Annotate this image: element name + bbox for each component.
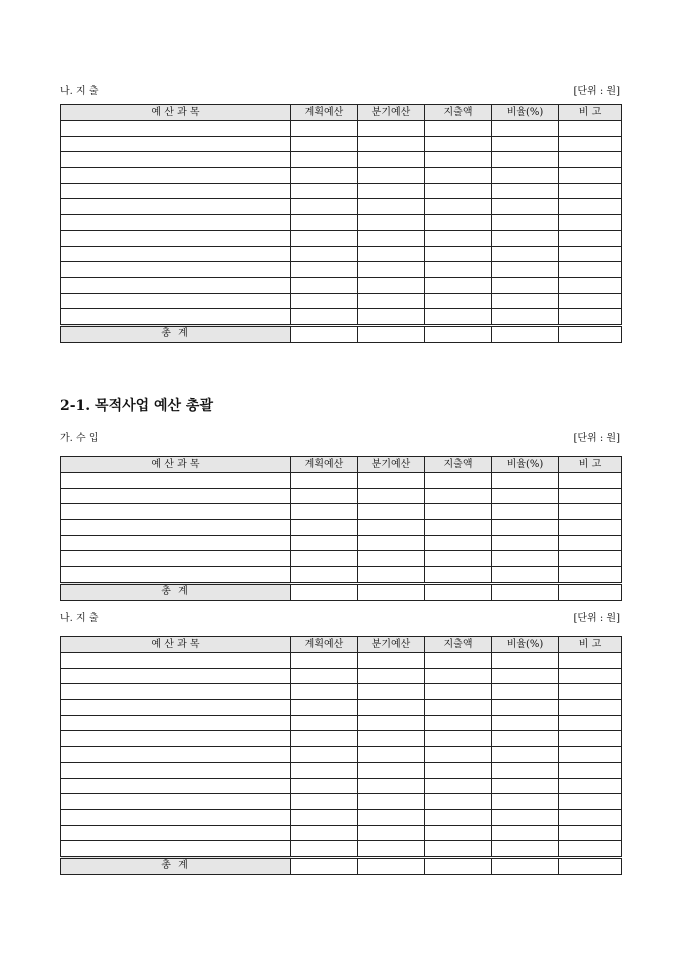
total-label: 총 계 [61, 583, 291, 600]
table-cell[interactable] [358, 794, 425, 810]
table-cell[interactable] [425, 520, 492, 536]
table-cell[interactable] [492, 152, 559, 168]
table-cell[interactable] [358, 199, 425, 215]
column-header: 비율(%) [492, 105, 559, 121]
column-header: 예 산 과 목 [61, 105, 291, 121]
table-cell[interactable] [358, 668, 425, 684]
table-cell[interactable] [291, 277, 358, 293]
table-cell[interactable] [291, 794, 358, 810]
table-cell[interactable] [61, 136, 291, 152]
table-cell[interactable] [492, 183, 559, 199]
table-row [61, 488, 622, 504]
table-cell[interactable] [492, 794, 559, 810]
table-cell[interactable] [358, 325, 425, 342]
table-row [61, 809, 622, 825]
table-cell[interactable] [61, 762, 291, 778]
table-row [61, 747, 622, 763]
table-cell[interactable] [61, 152, 291, 168]
table-cell[interactable] [61, 535, 291, 551]
table-cell[interactable] [358, 168, 425, 184]
table-cell[interactable] [492, 246, 559, 262]
table-cell[interactable] [425, 488, 492, 504]
table-cell[interactable] [492, 309, 559, 326]
table-row [61, 277, 622, 293]
table-cell[interactable] [559, 293, 622, 309]
table-row [61, 762, 622, 778]
unit-label: [단위 : 원] [573, 86, 620, 97]
column-header: 예 산 과 목 [61, 457, 291, 473]
table-cell[interactable] [425, 293, 492, 309]
table-cell[interactable] [61, 277, 291, 293]
unit-label: [단위 : 원] [573, 613, 620, 624]
total-row [61, 325, 622, 342]
table-cell[interactable] [425, 168, 492, 184]
table-cell[interactable] [291, 653, 358, 669]
table-cell[interactable] [425, 325, 492, 342]
table-cell[interactable] [61, 731, 291, 747]
table-cell[interactable] [61, 168, 291, 184]
table-cell[interactable] [291, 809, 358, 825]
table-cell[interactable] [425, 668, 492, 684]
table-cell[interactable] [492, 778, 559, 794]
expenditure-table [60, 104, 622, 343]
table-cell[interactable] [425, 230, 492, 246]
table-cell[interactable] [559, 168, 622, 184]
table-cell[interactable] [61, 567, 291, 584]
table-cell[interactable] [291, 684, 358, 700]
table-cell[interactable] [61, 794, 291, 810]
table-cell[interactable] [559, 551, 622, 567]
table-cell[interactable] [358, 841, 425, 858]
table-cell[interactable] [492, 668, 559, 684]
table-cell[interactable] [492, 762, 559, 778]
table-cell[interactable] [358, 504, 425, 520]
table-cell[interactable] [559, 262, 622, 278]
table-cell[interactable] [358, 262, 425, 278]
table-cell[interactable] [425, 567, 492, 584]
column-header: 지출액 [425, 105, 492, 121]
table-cell[interactable] [492, 121, 559, 137]
table-row [61, 293, 622, 309]
table-cell[interactable] [291, 488, 358, 504]
column-header: 비율(%) [492, 457, 559, 473]
table-cell[interactable] [61, 747, 291, 763]
table-cell[interactable] [61, 809, 291, 825]
table-cell[interactable] [559, 841, 622, 858]
table-cell[interactable] [61, 293, 291, 309]
table-cell[interactable] [61, 700, 291, 716]
table-cell[interactable] [559, 504, 622, 520]
table-cell[interactable] [358, 121, 425, 137]
table-cell[interactable] [559, 121, 622, 137]
table-cell[interactable] [425, 653, 492, 669]
table-cell[interactable] [559, 668, 622, 684]
table-cell[interactable] [559, 684, 622, 700]
total-label: 총 계 [61, 857, 291, 874]
table-cell[interactable] [358, 551, 425, 567]
table-cell[interactable] [559, 583, 622, 600]
table-row [61, 668, 622, 684]
table-cell[interactable] [425, 583, 492, 600]
table-cell[interactable] [559, 325, 622, 342]
table-cell[interactable] [559, 567, 622, 584]
table-cell[interactable] [358, 762, 425, 778]
page-heading: 2-1. 목적사업 예산 총괄 [60, 398, 213, 414]
table-cell[interactable] [425, 535, 492, 551]
table-cell[interactable] [291, 215, 358, 231]
table-cell[interactable] [425, 857, 492, 874]
table-cell[interactable] [425, 215, 492, 231]
table-cell[interactable] [492, 551, 559, 567]
table-row [61, 152, 622, 168]
table-cell[interactable] [61, 230, 291, 246]
table-cell[interactable] [291, 262, 358, 278]
table-cell[interactable] [559, 747, 622, 763]
table-cell[interactable] [425, 262, 492, 278]
section-label: 나. 지 출 [60, 86, 99, 97]
table-cell[interactable] [492, 168, 559, 184]
table-cell[interactable] [559, 857, 622, 874]
table-cell[interactable] [291, 309, 358, 326]
table-cell[interactable] [291, 520, 358, 536]
table-cell[interactable] [291, 136, 358, 152]
table-cell[interactable] [291, 246, 358, 262]
table-cell[interactable] [559, 653, 622, 669]
table-cell[interactable] [291, 583, 358, 600]
table-cell[interactable] [358, 747, 425, 763]
table-cell[interactable] [291, 230, 358, 246]
table-cell[interactable] [61, 215, 291, 231]
table-cell[interactable] [492, 473, 559, 489]
table-cell[interactable] [291, 325, 358, 342]
column-header: 비 고 [559, 637, 622, 653]
table-cell[interactable] [492, 653, 559, 669]
table-cell[interactable] [291, 293, 358, 309]
table-cell[interactable] [358, 293, 425, 309]
table-cell[interactable] [559, 183, 622, 199]
table-cell[interactable] [358, 309, 425, 326]
table-cell[interactable] [425, 794, 492, 810]
table-cell[interactable] [559, 520, 622, 536]
table-cell[interactable] [61, 520, 291, 536]
table-cell[interactable] [358, 700, 425, 716]
table-cell[interactable] [61, 262, 291, 278]
column-header: 분기예산 [358, 637, 425, 653]
table-cell[interactable] [492, 731, 559, 747]
table-header-row [61, 457, 622, 473]
table-cell[interactable] [559, 473, 622, 489]
table-cell[interactable] [358, 136, 425, 152]
table-cell[interactable] [291, 183, 358, 199]
table-cell[interactable] [291, 841, 358, 858]
column-header: 예 산 과 목 [61, 637, 291, 653]
table-cell[interactable] [492, 567, 559, 584]
table-row [61, 504, 622, 520]
section-label: 나. 지 출 [60, 613, 99, 624]
table-cell[interactable] [358, 684, 425, 700]
table-cell[interactable] [61, 653, 291, 669]
expenditure-table-2 [60, 636, 622, 875]
table-cell[interactable] [492, 715, 559, 731]
table-cell[interactable] [425, 778, 492, 794]
table-cell[interactable] [61, 778, 291, 794]
table-cell[interactable] [425, 825, 492, 841]
table-cell[interactable] [358, 825, 425, 841]
table-row [61, 700, 622, 716]
table-cell[interactable] [492, 520, 559, 536]
table-cell[interactable] [559, 230, 622, 246]
table-row [61, 473, 622, 489]
table-cell[interactable] [291, 152, 358, 168]
column-header: 계획예산 [291, 637, 358, 653]
table-cell[interactable] [61, 668, 291, 684]
table-cell[interactable] [291, 168, 358, 184]
column-header: 지출액 [425, 637, 492, 653]
column-header: 비 고 [559, 457, 622, 473]
table-cell[interactable] [358, 715, 425, 731]
table-cell[interactable] [358, 473, 425, 489]
table-cell[interactable] [559, 700, 622, 716]
table-cell[interactable] [61, 121, 291, 137]
table-cell[interactable] [559, 535, 622, 551]
table-cell[interactable] [291, 551, 358, 567]
table-cell[interactable] [559, 136, 622, 152]
table-cell[interactable] [358, 857, 425, 874]
table-cell[interactable] [492, 747, 559, 763]
table-row [61, 653, 622, 669]
table-cell[interactable] [492, 325, 559, 342]
table-row [61, 731, 622, 747]
table-cell[interactable] [559, 809, 622, 825]
table-row [61, 230, 622, 246]
table-cell[interactable] [291, 473, 358, 489]
unit-label: [단위 : 원] [573, 433, 620, 444]
table-cell[interactable] [358, 488, 425, 504]
table-cell[interactable] [425, 731, 492, 747]
table-cell[interactable] [425, 504, 492, 520]
table-cell[interactable] [559, 778, 622, 794]
table-row [61, 778, 622, 794]
table-row [61, 841, 622, 858]
table-cell[interactable] [358, 731, 425, 747]
table-cell[interactable] [492, 199, 559, 215]
table-cell[interactable] [358, 567, 425, 584]
table-cell[interactable] [425, 684, 492, 700]
table-cell[interactable] [559, 309, 622, 326]
table-cell[interactable] [291, 668, 358, 684]
table-header-row [61, 105, 622, 121]
table-cell[interactable] [61, 473, 291, 489]
table-cell[interactable] [425, 473, 492, 489]
table-cell[interactable] [492, 504, 559, 520]
table-cell[interactable] [425, 309, 492, 326]
table-row [61, 794, 622, 810]
column-header: 분기예산 [358, 457, 425, 473]
table-row [61, 309, 622, 326]
table-row [61, 825, 622, 841]
table-cell[interactable] [559, 825, 622, 841]
table-cell[interactable] [61, 841, 291, 858]
table-cell[interactable] [425, 841, 492, 858]
table-cell[interactable] [559, 715, 622, 731]
table-row [61, 168, 622, 184]
table-cell[interactable] [425, 246, 492, 262]
table-cell[interactable] [425, 277, 492, 293]
table-cell[interactable] [425, 762, 492, 778]
table-row [61, 183, 622, 199]
table-cell[interactable] [291, 504, 358, 520]
table-cell[interactable] [61, 488, 291, 504]
table-cell[interactable] [358, 246, 425, 262]
column-header: 비율(%) [492, 637, 559, 653]
table-row [61, 551, 622, 567]
table-cell[interactable] [291, 747, 358, 763]
table-cell[interactable] [358, 535, 425, 551]
total-row [61, 583, 622, 600]
table-cell[interactable] [492, 700, 559, 716]
total-row [61, 857, 622, 874]
table-cell[interactable] [291, 778, 358, 794]
table-row [61, 684, 622, 700]
table-cell[interactable] [425, 199, 492, 215]
table-cell[interactable] [425, 183, 492, 199]
column-header: 계획예산 [291, 105, 358, 121]
table-cell[interactable] [291, 731, 358, 747]
table-cell[interactable] [492, 841, 559, 858]
table-cell[interactable] [425, 747, 492, 763]
table-cell[interactable] [425, 551, 492, 567]
table-cell[interactable] [559, 794, 622, 810]
table-cell[interactable] [61, 825, 291, 841]
total-label: 총 계 [61, 325, 291, 342]
table-cell[interactable] [291, 535, 358, 551]
table-cell[interactable] [61, 309, 291, 326]
table-cell[interactable] [358, 809, 425, 825]
table-row [61, 715, 622, 731]
table-cell[interactable] [492, 230, 559, 246]
table-cell[interactable] [425, 715, 492, 731]
table-cell[interactable] [291, 825, 358, 841]
column-header: 계획예산 [291, 457, 358, 473]
table-row [61, 215, 622, 231]
table-cell[interactable] [559, 152, 622, 168]
table-cell[interactable] [291, 121, 358, 137]
table-cell[interactable] [425, 700, 492, 716]
table-cell[interactable] [559, 199, 622, 215]
table-cell[interactable] [492, 136, 559, 152]
table-cell[interactable] [61, 199, 291, 215]
income-table [60, 456, 622, 601]
table-cell[interactable] [61, 183, 291, 199]
table-cell[interactable] [358, 277, 425, 293]
table-cell[interactable] [61, 551, 291, 567]
table-cell[interactable] [492, 293, 559, 309]
table-cell[interactable] [492, 825, 559, 841]
table-cell[interactable] [492, 809, 559, 825]
table-cell[interactable] [358, 583, 425, 600]
table-row [61, 136, 622, 152]
table-row [61, 520, 622, 536]
table-cell[interactable] [291, 199, 358, 215]
table-row [61, 121, 622, 137]
section-label: 가. 수 입 [60, 433, 99, 444]
table-cell[interactable] [425, 152, 492, 168]
table-header-row [61, 637, 622, 653]
table-cell[interactable] [291, 700, 358, 716]
table-cell[interactable] [358, 520, 425, 536]
table-cell[interactable] [492, 277, 559, 293]
table-cell[interactable] [61, 684, 291, 700]
column-header: 지출액 [425, 457, 492, 473]
table-cell[interactable] [559, 731, 622, 747]
column-header: 비 고 [559, 105, 622, 121]
table-cell[interactable] [492, 535, 559, 551]
table-cell[interactable] [492, 684, 559, 700]
table-cell[interactable] [492, 215, 559, 231]
table-cell[interactable] [358, 778, 425, 794]
table-row [61, 262, 622, 278]
table-row [61, 567, 622, 584]
table-cell[interactable] [559, 277, 622, 293]
table-cell[interactable] [559, 762, 622, 778]
table-cell[interactable] [358, 230, 425, 246]
table-cell[interactable] [61, 246, 291, 262]
column-header: 분기예산 [358, 105, 425, 121]
table-cell[interactable] [492, 262, 559, 278]
table-row [61, 246, 622, 262]
table-cell[interactable] [425, 136, 492, 152]
table-cell[interactable] [291, 715, 358, 731]
table-cell[interactable] [358, 183, 425, 199]
table-cell[interactable] [61, 715, 291, 731]
table-cell[interactable] [291, 567, 358, 584]
table-cell[interactable] [492, 583, 559, 600]
table-cell[interactable] [61, 504, 291, 520]
table-cell[interactable] [425, 121, 492, 137]
table-cell[interactable] [358, 653, 425, 669]
table-row [61, 535, 622, 551]
table-cell[interactable] [492, 488, 559, 504]
table-cell[interactable] [559, 215, 622, 231]
table-cell[interactable] [358, 215, 425, 231]
table-cell[interactable] [291, 857, 358, 874]
table-cell[interactable] [492, 857, 559, 874]
table-cell[interactable] [291, 762, 358, 778]
table-cell[interactable] [358, 152, 425, 168]
table-row [61, 199, 622, 215]
table-cell[interactable] [559, 246, 622, 262]
table-cell[interactable] [559, 488, 622, 504]
table-cell[interactable] [425, 809, 492, 825]
